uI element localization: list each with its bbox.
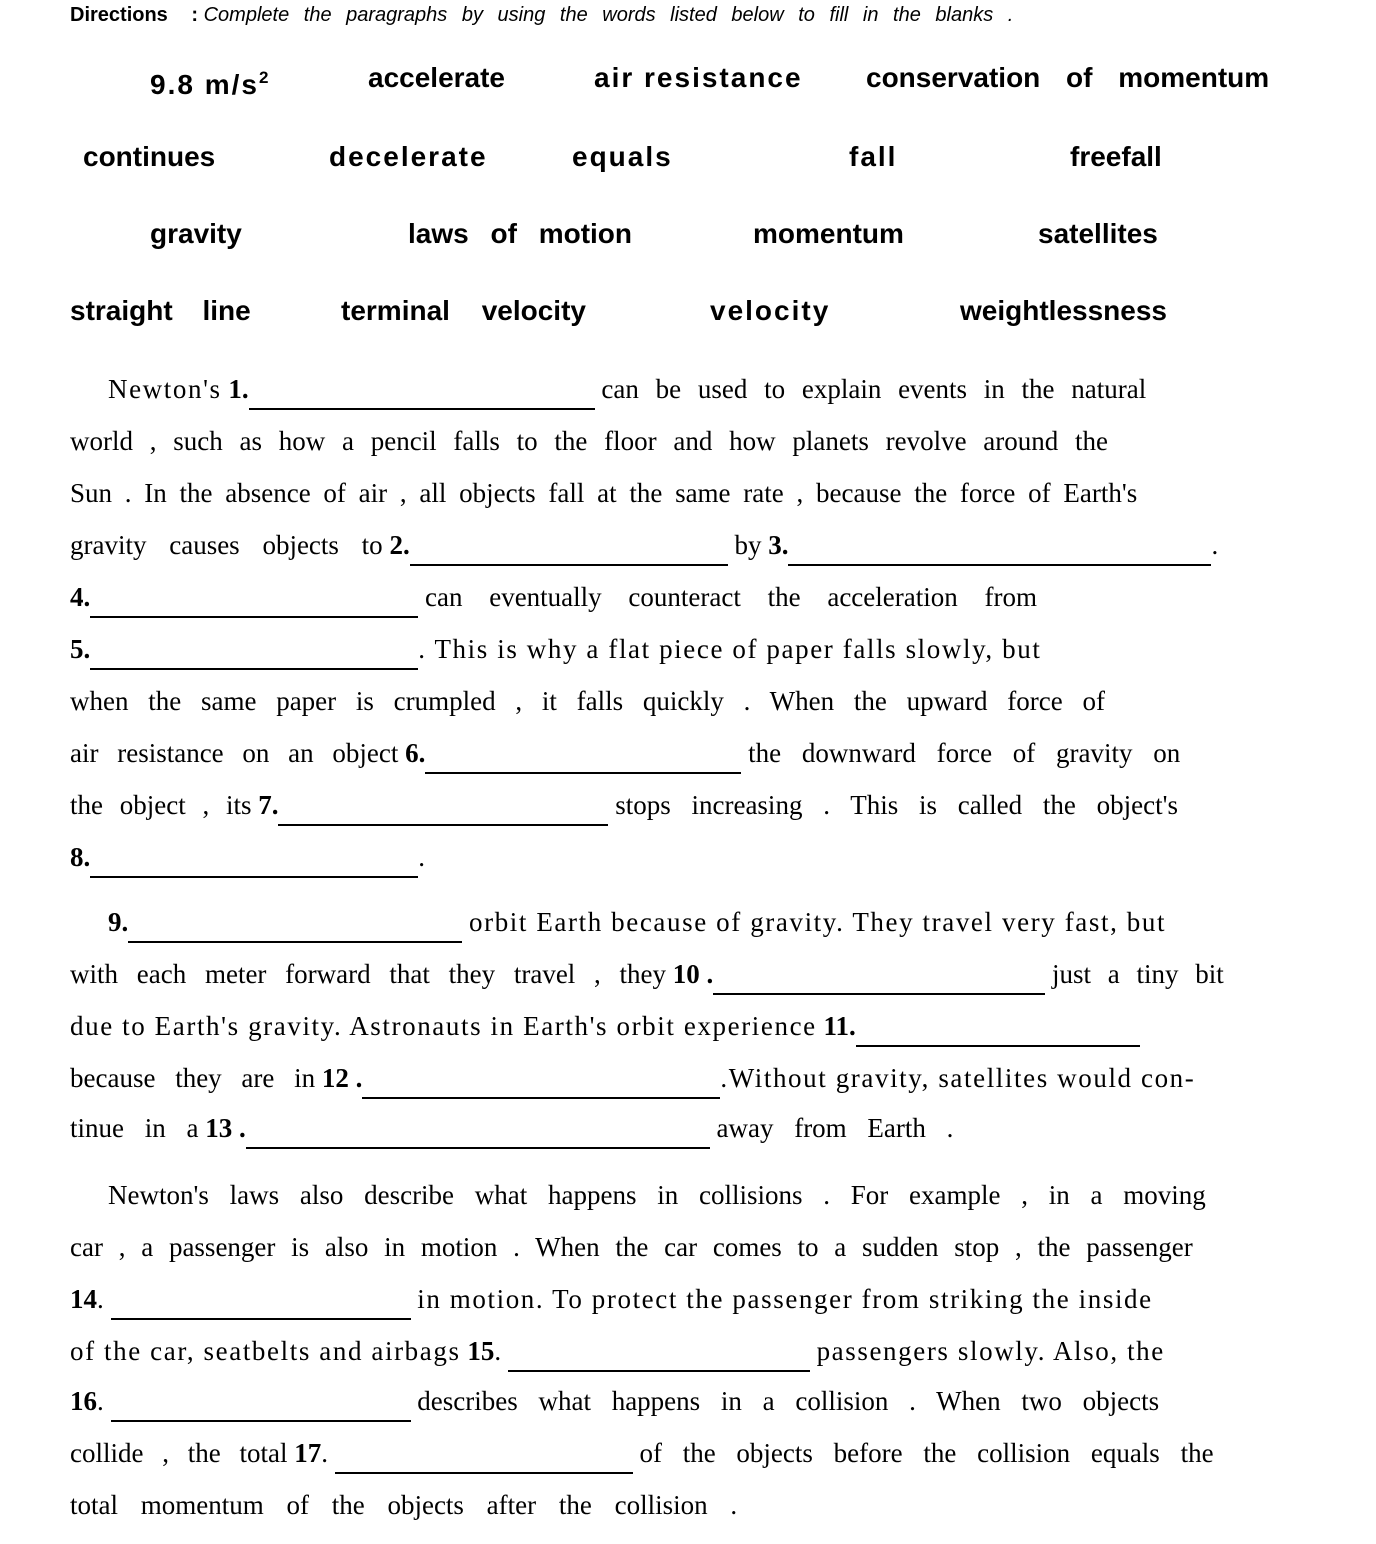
p1-line-5: 4. can eventually counteract the acceleration from: [70, 579, 1037, 618]
word-bank-item: momentum: [753, 218, 904, 249]
p2-line-4: because they are in 12 . .Without gravity, satellites would con-: [70, 1060, 1195, 1099]
word-bank-item: gravity: [150, 218, 242, 249]
blank-number: 16: [70, 1386, 97, 1416]
word-bank-item: accelerate: [368, 62, 506, 93]
blank-3[interactable]: [788, 534, 1211, 566]
blank-number: 4.: [70, 582, 91, 612]
blank-8[interactable]: [90, 846, 418, 878]
word-bank-row-3: [0, 214, 1376, 254]
blank-number: 5.: [70, 634, 91, 664]
word-bank-item: decelerate: [329, 141, 488, 172]
word-bank-item: straight line: [70, 295, 251, 326]
blank-number: 8.: [70, 842, 91, 872]
blank-number: 15: [467, 1336, 495, 1366]
blank-number: 17: [294, 1438, 322, 1468]
word-bank-row-1: [0, 58, 1376, 98]
superscript: 2: [258, 68, 271, 87]
word-bank-item: weightlessness: [960, 295, 1167, 326]
word-bank-item: freefall: [1070, 141, 1162, 172]
p3-line-1: Newton's laws also describe what happens in collisions . For example , in a moving: [108, 1180, 1206, 1210]
p2-line-3: due to Earth's gravity. Astronauts in Earth's orbit experience 11.: [70, 1008, 1140, 1047]
blank-7[interactable]: [278, 794, 608, 826]
p1-line-10: 8. .: [70, 839, 425, 878]
directions-text: Complete the paragraphs by using the words listed below to fill in the blanks .: [203, 4, 1014, 26]
blank-12[interactable]: [362, 1067, 720, 1099]
word-bank-item: continues: [83, 141, 216, 172]
p3-line-3: 14. in motion. To protect the passenger from striking the inside: [70, 1281, 1153, 1320]
p1-line-7: when the same paper is crumpled , it falls quickly . When the upward force of: [70, 686, 1105, 716]
blank-9[interactable]: [128, 911, 462, 943]
blank-4[interactable]: [90, 586, 418, 618]
blank-number: 1.: [228, 374, 249, 404]
directions-label: Directions: [70, 4, 168, 26]
blank-13[interactable]: [246, 1117, 710, 1149]
word-bank-row-4: [0, 291, 1376, 331]
blank-number: 11.: [823, 1011, 856, 1041]
word-bank-item: laws of motion: [408, 218, 632, 249]
blank-11[interactable]: [856, 1015, 1140, 1047]
blank-number: 10 .: [672, 959, 714, 989]
p1-line-8: air resistance on an object 6. the downward force of gravity on: [70, 735, 1180, 774]
blank-1[interactable]: [249, 378, 595, 410]
word-bank-item: satellites: [1038, 218, 1158, 249]
p3-line-5: 16. describes what happens in a collision . When two objects: [70, 1383, 1159, 1422]
blank-10[interactable]: [713, 963, 1045, 995]
p1-line-9: the object , its 7. stops increasing . This is called the object's: [70, 787, 1178, 826]
p2-line-1: 9. orbit Earth because of gravity. They travel very fast, but: [108, 904, 1166, 943]
blank-number: 2.: [389, 530, 410, 560]
directions: [70, 4, 1013, 27]
p3-line-4: of the car, seatbelts and airbags 15. passengers slowly. Also, the: [70, 1333, 1165, 1372]
word-bank-row-2: [0, 137, 1376, 177]
p1-line-4: gravity causes objects to 2. by 3. .: [70, 527, 1218, 566]
word-bank-item: air resistance: [594, 62, 803, 93]
word-bank-item: equals: [572, 141, 673, 172]
word-bank-item: conservation of momentum: [866, 62, 1270, 93]
p3-line-7: total momentum of the objects after the collision .: [70, 1490, 738, 1520]
p1-line-2: world , such as how a pencil falls to the floor and how planets revolve around the: [70, 426, 1109, 456]
p1-line-3: Sun . In the absence of air , all objects fall at the same rate , because the force of Earth's: [70, 478, 1138, 508]
p2-line-5: tinue in a 13 . away from Earth .: [70, 1110, 953, 1149]
p3-line-2: car , a passenger is also in motion . When the car comes to a sudden stop , the passenger: [70, 1232, 1193, 1262]
blank-number: 13 .: [205, 1113, 246, 1143]
blank-number: 7.: [258, 790, 279, 820]
blank-2[interactable]: [410, 534, 728, 566]
blank-6[interactable]: [425, 742, 741, 774]
blank-16[interactable]: [111, 1390, 411, 1422]
blank-15[interactable]: [508, 1340, 810, 1372]
blank-5[interactable]: [90, 638, 418, 670]
blank-number: 3.: [768, 530, 789, 560]
blank-number: 14: [70, 1284, 97, 1314]
blank-number: 12 .: [321, 1063, 363, 1093]
p3-line-6: collide , the total 17. of the objects before the collision equals the: [70, 1435, 1214, 1474]
word-bank-item: fall: [849, 141, 898, 172]
blank-number: 9.: [108, 907, 129, 937]
word-bank-item: velocity: [710, 295, 831, 326]
blank-14[interactable]: [111, 1288, 411, 1320]
blank-number: 6.: [405, 738, 426, 768]
word-bank-item: 9.8 $m/s^2$: [150, 68, 271, 100]
p1-line-1: Newton's 1. can be used to explain events in the natural: [108, 371, 1146, 410]
p1-line-6: 5. . This is why a flat piece of paper falls slowly, but: [70, 631, 1041, 670]
p2-line-2: with each meter forward that they travel , they 10 . just a tiny bit: [70, 956, 1224, 995]
directions-colon: :: [191, 4, 199, 26]
word-bank-item: terminal velocity: [341, 295, 586, 326]
blank-17[interactable]: [335, 1442, 633, 1474]
